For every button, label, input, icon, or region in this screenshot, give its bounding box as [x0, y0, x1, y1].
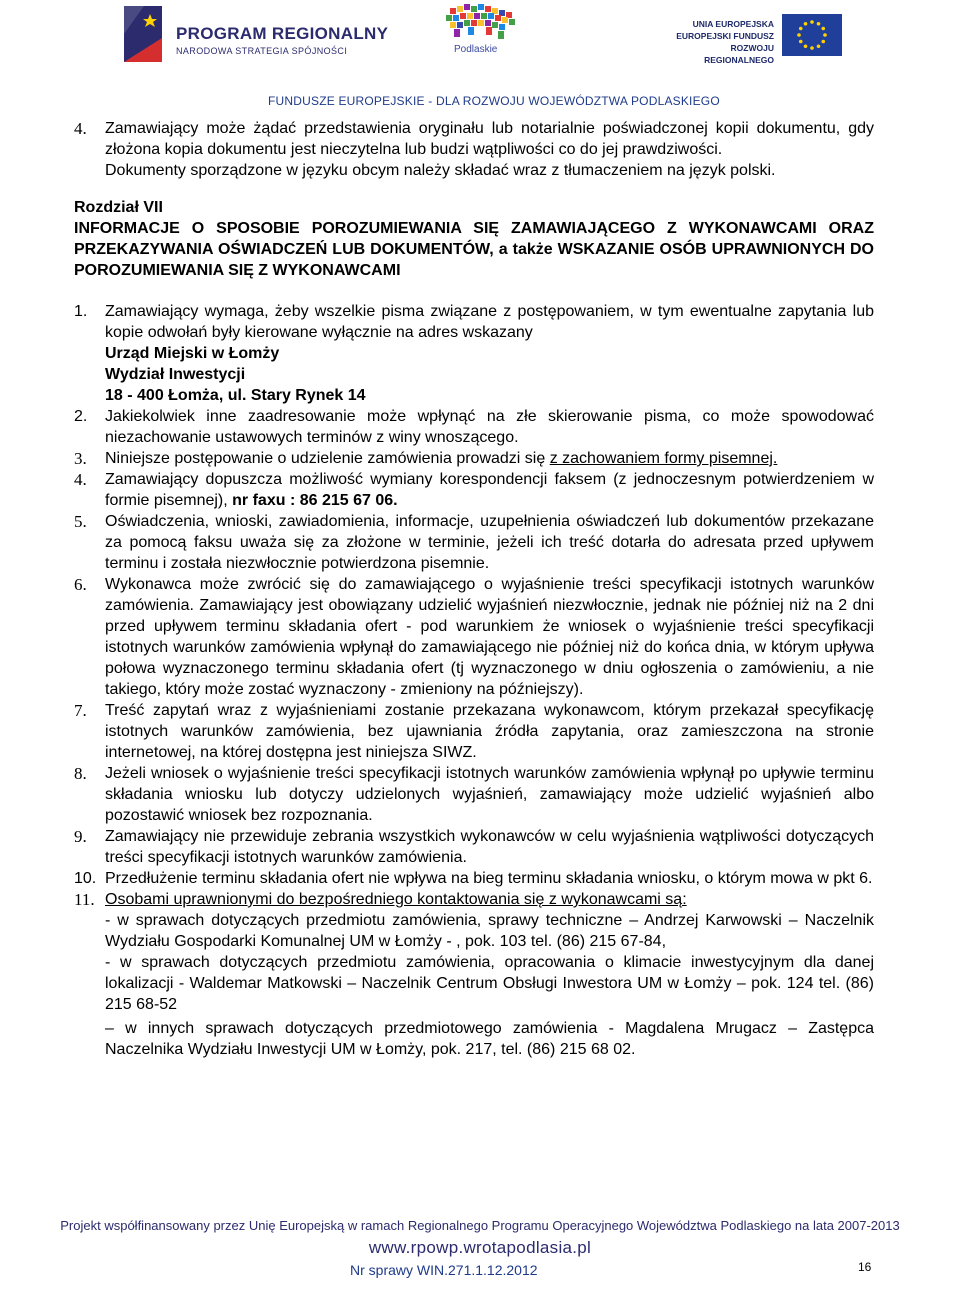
item-number: 2.	[74, 408, 88, 425]
list-item-4	[74, 469, 874, 511]
item-number: 5.	[74, 512, 87, 531]
funds-slogan: FUNDUSZE EUROPEJSKIE - DLA ROZWOJU WOJEWÓDZTWA PODLASKIEGO	[268, 94, 720, 108]
item-text: Wykonawca może zwrócić się do zamawiającego o wyjaśnienie treści specyfikacji istotnych warunków zamówienia. Zamawiający jest obowiązany udzielić wyjaśnień niezwłocznie, jednak nie później niż na 2 dni przed upływem terminu składania ofert - pod warunkiem że wniosek o wyjaśnienie treści specyfikacji istotnych warunków zamówienia wpłynął do zamawiającego nie później niż do końca dnia, w którym upływa połowa wyznaczonego terminu składania ofert (tj wyznaczonego w dniu ogłoszenia o zamówieniu, a nie takiego, który może zostać wyznaczony - zmieniony na późniejszy).	[105, 576, 874, 698]
podlaskie-logo	[442, 2, 526, 60]
list-item-10	[74, 868, 874, 889]
item-text: Jeżeli wniosek o wyjaśnienie treści specyfikacji istotnych warunków zamówienia wpłynął po upływie terminu składania wniosku lub dotyczy udzielonych wyjaśnień, zamawiający może udzielić wyjaśnień albo pozostawić wniosek bez rozpoznania.	[105, 765, 874, 824]
item-number: 9.	[74, 827, 87, 846]
list-item-9	[74, 826, 874, 868]
eu-star-icon	[810, 46, 814, 50]
item-number: 11.	[74, 890, 95, 909]
contact-person-2: - w sprawach dotyczących przedmiotu zamówienia, opracowania o klimacie inwestycyjnym dla danej lokalizacji - Waldemar Matkowski – Naczelnik Centrum Obsługi Inwestora UM w Łomży – pok. 124 tel. (86) 215 68-52	[105, 954, 874, 1013]
page-header	[0, 0, 960, 110]
case-reference: Nr sprawy WIN.271.1.12.2012	[350, 1262, 538, 1278]
eu-star-icon	[821, 27, 825, 31]
item-text-2: Dokumenty sporządzone w języku obcym należy składać wraz z tłumaczeniem na język polski.	[105, 162, 776, 179]
list-item-11	[74, 889, 874, 1060]
list-item-7	[74, 700, 874, 763]
contact-person-3: – w innych sprawach dotyczących przedmiotowego zamówienia - Magdalena Mrugacz – Zastępca Naczelnika Wydziału Inwestycji UM w Łomży, pok. 217, tel. (86) 215 68 02.	[105, 1020, 874, 1058]
item-text: Zamawiający dopuszcza możliwość wymiany korespondencji faksem (z jednoczesnym potwierdzeniem w formie pisemnej), nr faxu : 86 215 67 06.	[105, 471, 874, 509]
item-text: Zamawiający nie przewiduje zebrania wszystkich wykonawców w celu wyjaśnienia wątpliwości dotyczących treści specyfikacji istotnych warunków zamówienia.	[105, 828, 874, 866]
page-number: 16	[858, 1260, 872, 1274]
list-item-2	[74, 406, 874, 448]
item-number: 10.	[74, 870, 97, 887]
bison-mosaic-icon	[442, 2, 526, 46]
contact-heading: Osobami uprawnionymi do bezpośredniego kontaktowania się z wykonawcami są:	[105, 891, 687, 908]
list-item-6	[74, 574, 874, 700]
address-line-2: Wydział Inwestycji	[105, 366, 246, 383]
page-footer	[0, 1212, 960, 1316]
item-number: 6.	[74, 575, 87, 594]
item-number: 7.	[74, 701, 87, 720]
eu-star-icon	[817, 22, 821, 26]
program-subtitle: NARODOWA STRATEGIA SPÓJNOŚCI	[176, 46, 348, 56]
item-text: Jakiekolwiek inne zaadresowanie może wpłynąć na złe skierowanie pisma, co może spowodować niezachowanie ustawowych terminów z winy wnoszącego.	[105, 408, 874, 446]
program-website-link[interactable]: www.rpowp.wrotapodlasia.pl	[368, 1238, 592, 1257]
item-number: 1.	[74, 303, 88, 320]
eu-star-icon	[797, 33, 801, 37]
list-item-4-previous	[74, 118, 874, 181]
item-text: Przedłużenie terminu składania ofert nie wpływa na bieg terminu składania wniosku, o którym mowa w pkt 6.	[105, 870, 873, 887]
item-number: 3.	[74, 449, 87, 468]
item-text: Treść zapytań wraz z wyjaśnieniami zostanie przekazana wykonawcom, którym przekazał specyfikację istotnych warunków zamówienia, bez ujawniania źródła zapytania, oraz zamieszczona na stronie internetowej, na której dostępna jest niniejsza SIWZ.	[105, 702, 874, 761]
region-label: Podlaskie	[454, 44, 498, 55]
eu-star-icon	[804, 22, 808, 26]
chapter-description: INFORMACJE O SPOSOBIE POROZUMIEWANIA SIĘ ZAMAWIAJĄCEGO Z WYKONAWCAMI ORAZ PRZEKAZYWANIA OŚWIADCZEŃ LUB DOKUMENTÓW, a także WSKAZANIE OSÓB UPRAWNIONYCH DO POROZUMIEWANIA SIĘ Z WYKONAWCAMI	[74, 220, 874, 279]
item-text: Niniejsze postępowanie o udzielenie zamówienia prowadzi się z zachowaniem formy pisemnej.	[105, 450, 778, 467]
item-number: 4.	[74, 119, 87, 138]
eu-star-icon	[823, 33, 827, 37]
item-number: 4.	[74, 470, 87, 489]
project-cofinancing-line: Projekt współfinansowany przez Unię Europejską w ramach Regionalnego Programu Operacyjnego Województwa Podlaskiego na lata 2007-2013	[60, 1218, 900, 1233]
program-logo-icon	[122, 4, 164, 64]
eu-star-icon	[799, 40, 803, 44]
item-text: Zamawiający wymaga, żeby wszelkie pisma związane z postępowaniem, w tym ewentualne zapytania lub kopie odwołań były kierowane wyłącznie na adres wskazany	[105, 303, 874, 341]
item-text: Zamawiający może żądać przedstawienia oryginału lub notarialnie poświadczonej kopii dokumentu, gdy złożona kopia dokumentu jest nieczytelna lub budzi wątpliwości co do jej prawdziwości.	[105, 120, 874, 158]
list-item-3	[74, 448, 874, 469]
contact-person-1: - w sprawach dotyczących przedmiotu zamówienia, sprawy techniczne – Andrzej Karwowski – Naczelnik Wydziału Gospodarki Komunalnej UM w Łomży - , pok. 103 tel. (86) 215 67-84,	[105, 912, 874, 950]
eu-star-icon	[817, 44, 821, 48]
program-regionalny-logo	[122, 4, 389, 66]
item-text: Oświadczenia, wnioski, zawiadomienia, informacje, uzupełnienia oświadczeń lub dokumentów przekazane za pomocą faksu uważa się za złożone w terminie, jeżeli ich treść dotarła do adresata przed upływem terminu i została niezwłocznie potwierdzona pisemnie.	[105, 513, 874, 572]
underlined-text: z zachowaniem formy pisemnej.	[549, 450, 778, 467]
eu-star-icon	[810, 20, 814, 24]
program-title: PROGRAM REGIONALNY	[176, 24, 389, 43]
eu-star-icon	[804, 44, 808, 48]
eu-logo	[660, 10, 850, 65]
item-number: 8.	[74, 764, 87, 783]
list-item-5	[74, 511, 874, 574]
eu-flag-icon	[782, 14, 842, 56]
address-line-3: 18 - 400 Łomża, ul. Stary Rynek 14	[105, 387, 366, 404]
document-body	[74, 118, 874, 1060]
fax-number: nr faxu : 86 215 67 06.	[232, 492, 398, 509]
chapter-title: Rozdział VII	[74, 199, 163, 216]
list-item-1	[74, 301, 874, 406]
eu-star-icon	[821, 40, 825, 44]
eu-star-icon	[799, 27, 803, 31]
list-item-8	[74, 763, 874, 826]
address-line-1: Urząd Miejski w Łomży	[105, 345, 280, 362]
eu-text: UNIA EUROPEJSKA EUROPEJSKI FUNDUSZ ROZWOJU REGIONALNEGO	[676, 19, 774, 65]
